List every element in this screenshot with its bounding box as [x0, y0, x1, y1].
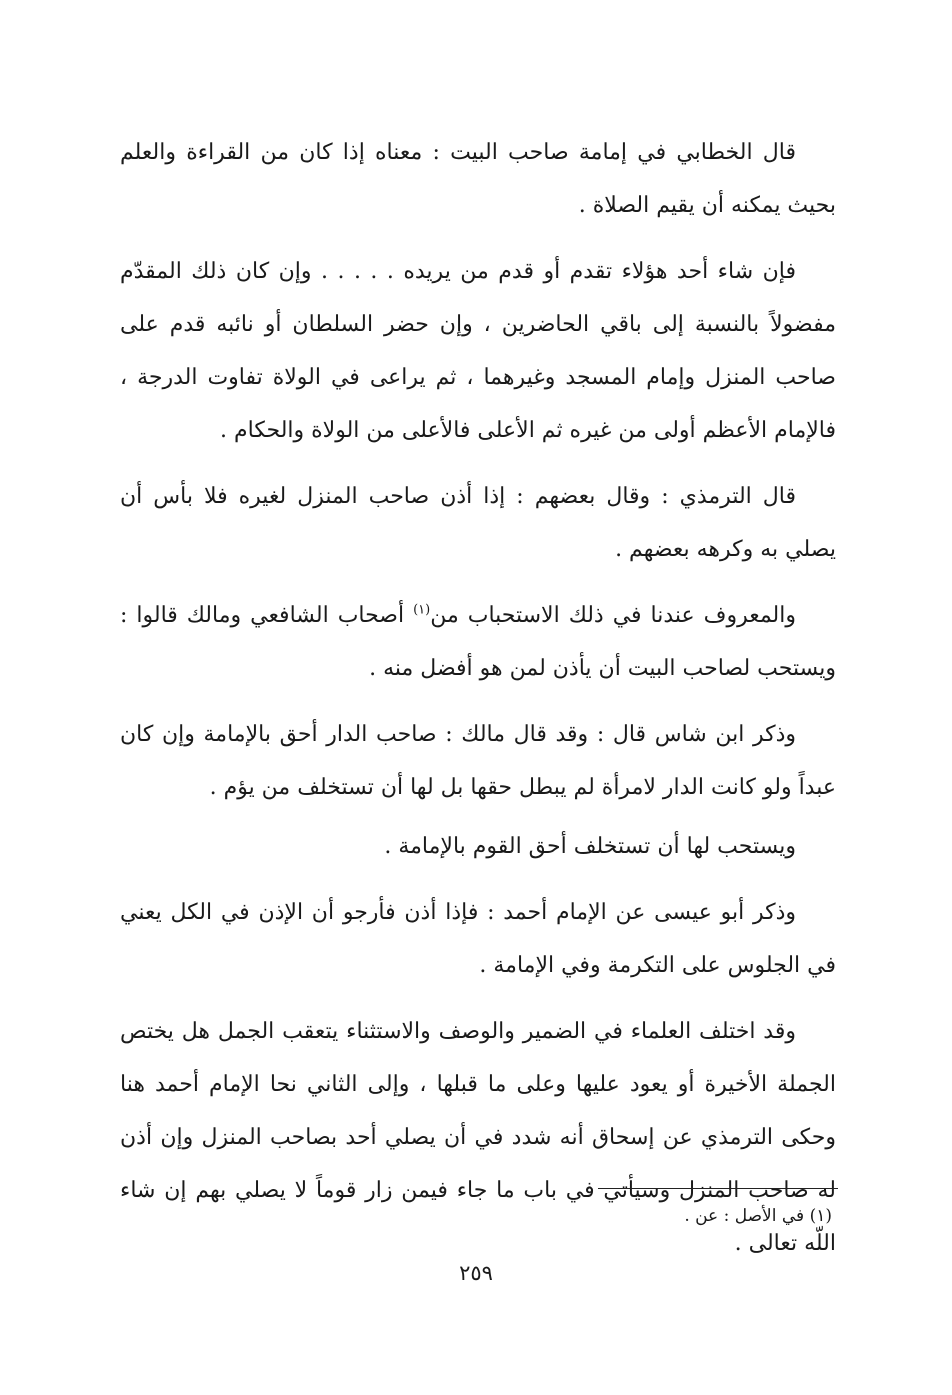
page-number: ٢٥٩ [459, 1261, 493, 1285]
paragraph-4 [120, 589, 836, 695]
paragraph-4-after-ref: أصحاب الشافعي ومالك قالوا : ويستحب لصاحب البيت أن يأذن لمن هو أفضل منه . [120, 603, 836, 681]
paragraph-7: وذكر أبو عيسى عن الإمام أحمد : فإذا أذن فأرجو أن الإذن في الكل يعني في الجلوس على التكرمة وفي الإمامة . [120, 900, 836, 978]
paragraph-1: قال الخطابي في إمامة صاحب البيت : معناه إذا كان من القراءة والعلم بحيث يمكنه أن يقيم الصلاة . [120, 140, 836, 218]
main-text [120, 126, 836, 1283]
paragraph-6: ويستحب لها أن تستخلف أحق القوم بالإمامة . [384, 834, 796, 859]
paragraph-8: وقد اختلف العلماء في الضمير والوصف والاستثناء يتعقب الجمل هل يختص الجملة الأخيرة أو يعود عليها وعلى ما قبلها ، وإلى الثاني نحا الإمام أحمد هنا وحكى الترمذي عن إسحاق أنه شدد في أن يصلي أحد بصاحب المنزل وإن أذن له صاحب المنزل وسيأتي في باب ما جاء فيمن زار قوماً لا يصلي بهم إن شاء اللّه تعالى . [120, 1019, 836, 1256]
footnote: (١) في الأصل : عن . [684, 1206, 832, 1226]
paragraph-3: قال الترمذي : وقال بعضهم : إذا أذن صاحب المنزل لغيره فلا بأس أن يصلي به وكرهه بعضهم . [120, 484, 836, 562]
paragraph-4-before-ref: والمعروف عندنا في ذلك الاستحباب من [430, 603, 796, 628]
paragraph-5: وذكر ابن شاس قال : وقد قال مالك : صاحب الدار أحق بالإمامة وإن كان عبداً ولو كانت الدار لامرأة لم يبطل حقها بل لها أن تستخلف من يؤم . [120, 722, 836, 800]
footnote-separator [598, 1188, 838, 1189]
paragraph-2: فإن شاء أحد هؤلاء تقدم أو قدم من يريده . . . . . وإن كان ذلك المقدّم مفضولاً بالنسبة إلى باقي الحاضرين ، وإن حضر السلطان أو نائبه قدم على صاحب المنزل وإمام المسجد وغيرهما ، ثم يراعى في الولاة تفاوت الدرجة ، فالإمام الأعظم أولى من غيره ثم الأعلى فالأعلى من الولاة والحكام . [120, 259, 836, 443]
footnote-reference: (١) [413, 602, 431, 618]
